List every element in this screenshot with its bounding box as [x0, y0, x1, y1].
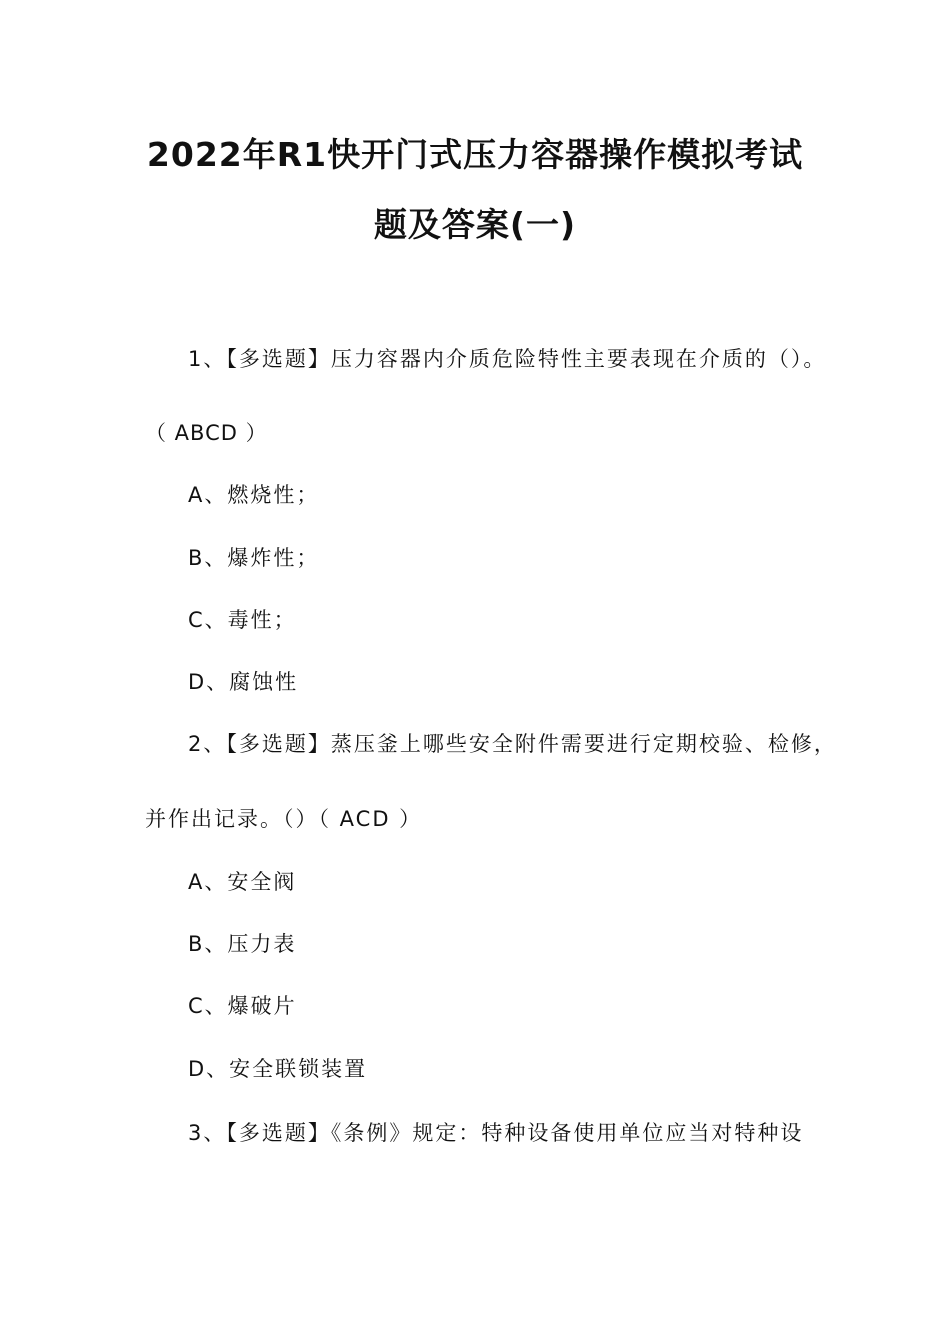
question-1-option-a: A、燃烧性；	[188, 483, 320, 507]
question-2-option-c: C、爆破片	[188, 994, 297, 1018]
question-2-stem-continued: 并作出记录。（）（ ACD ）	[145, 807, 423, 831]
question-1-option-d: D、腐蚀性	[188, 670, 299, 694]
question-2-option-a: A、安全阀	[188, 870, 297, 894]
question-1-stem: 1、【多选题】压力容器内介质危险特性主要表现在介质的（）。	[188, 347, 827, 371]
question-2-option-d: D、安全联锁装置	[188, 1057, 368, 1081]
document-title-line-1: 2022年R1快开门式压力容器操作模拟考试	[146, 135, 804, 174]
question-1-option-c: C、毒性；	[188, 608, 297, 632]
question-1-option-b: B、爆炸性；	[188, 546, 320, 570]
question-3-stem: 3、【多选题】《条例》规定：特种设备使用单位应当对特种设	[188, 1121, 804, 1145]
question-2-stem: 2、【多选题】蒸压釜上哪些安全附件需要进行定期校验、检修，	[188, 732, 837, 756]
document-title-line-2: 题及答案(一)	[373, 205, 577, 244]
question-2-option-b: B、压力表	[188, 932, 297, 956]
question-1-answer: （ ABCD ）	[145, 421, 268, 445]
